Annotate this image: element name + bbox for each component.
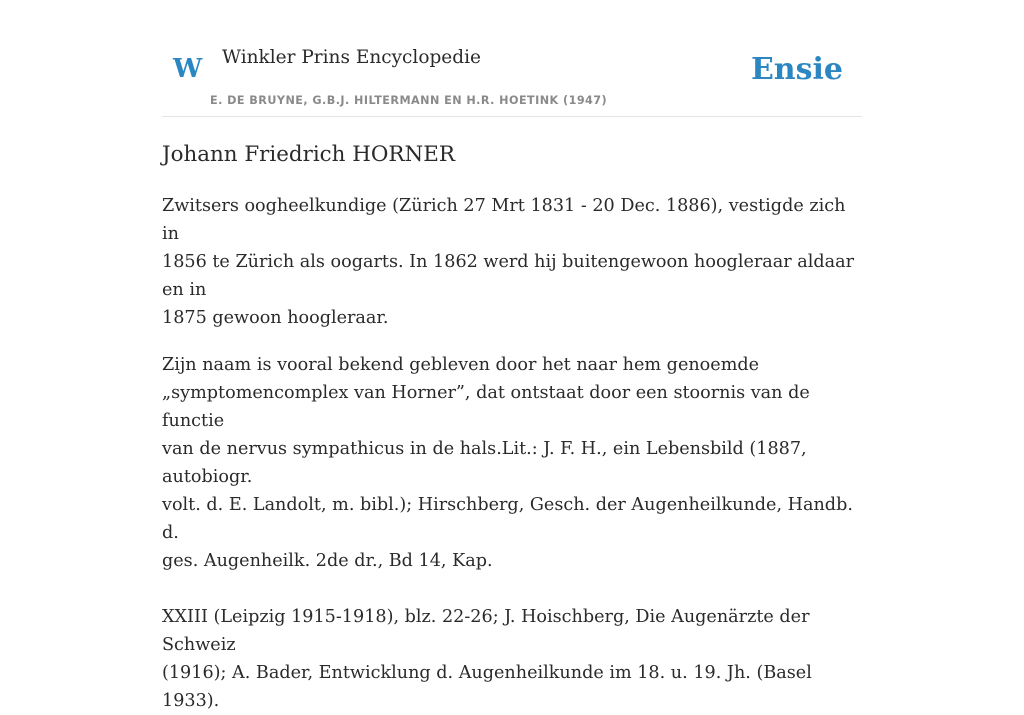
site-header [162, 0, 862, 117]
winkler-prins-logo-icon[interactable]: W [173, 54, 203, 84]
article-paragraph-2: Zijn naam is vooral bekend gebleven door het naar hem genoemde „symptomencomplex van Horner”, dat ontstaat door een stoornis van de functie van de nervus sympathicus in de hals.Lit.: J. F. H., ein Lebensbild (1887, autobiogr. volt. d. E. Landolt, m. bibl.); Hirschberg, Gesch. der Augenheilkunde, Handb. d. ges. Augenheilk. 2de dr., Bd 14, Kap. [162, 355, 853, 571]
article-title: Johann Friedrich HORNER [162, 142, 455, 167]
article-paragraph-3: XXIII (Leipzig 1915-1918), blz. 22-26; J. Hoischberg, Die Augenärzte der Schweiz (1916); A. Bader, Entwicklung d. Augenheilkunde im 18. u. 19. Jh. (Basel 1933). [162, 607, 812, 711]
article-paragraph-1: Zwitsers oogheelkundige (Zürich 27 Mrt 1831 - 20 Dec. 1886), vestigde zich in 1856 te Zürich als oogarts. In 1862 werd hij buitengewoon hoogleraar aldaar en in 1875 gewoon hoogleraar. [162, 196, 855, 328]
ensie-brand-link[interactable]: Ensie [750, 52, 843, 87]
authors-line: E. DE BRUYNE, G.B.J. HILTERMANN EN H.R. HOETINK (1947) [210, 94, 608, 107]
site-title[interactable]: Winkler Prins Encyclopedie [222, 47, 481, 68]
article [162, 138, 862, 715]
